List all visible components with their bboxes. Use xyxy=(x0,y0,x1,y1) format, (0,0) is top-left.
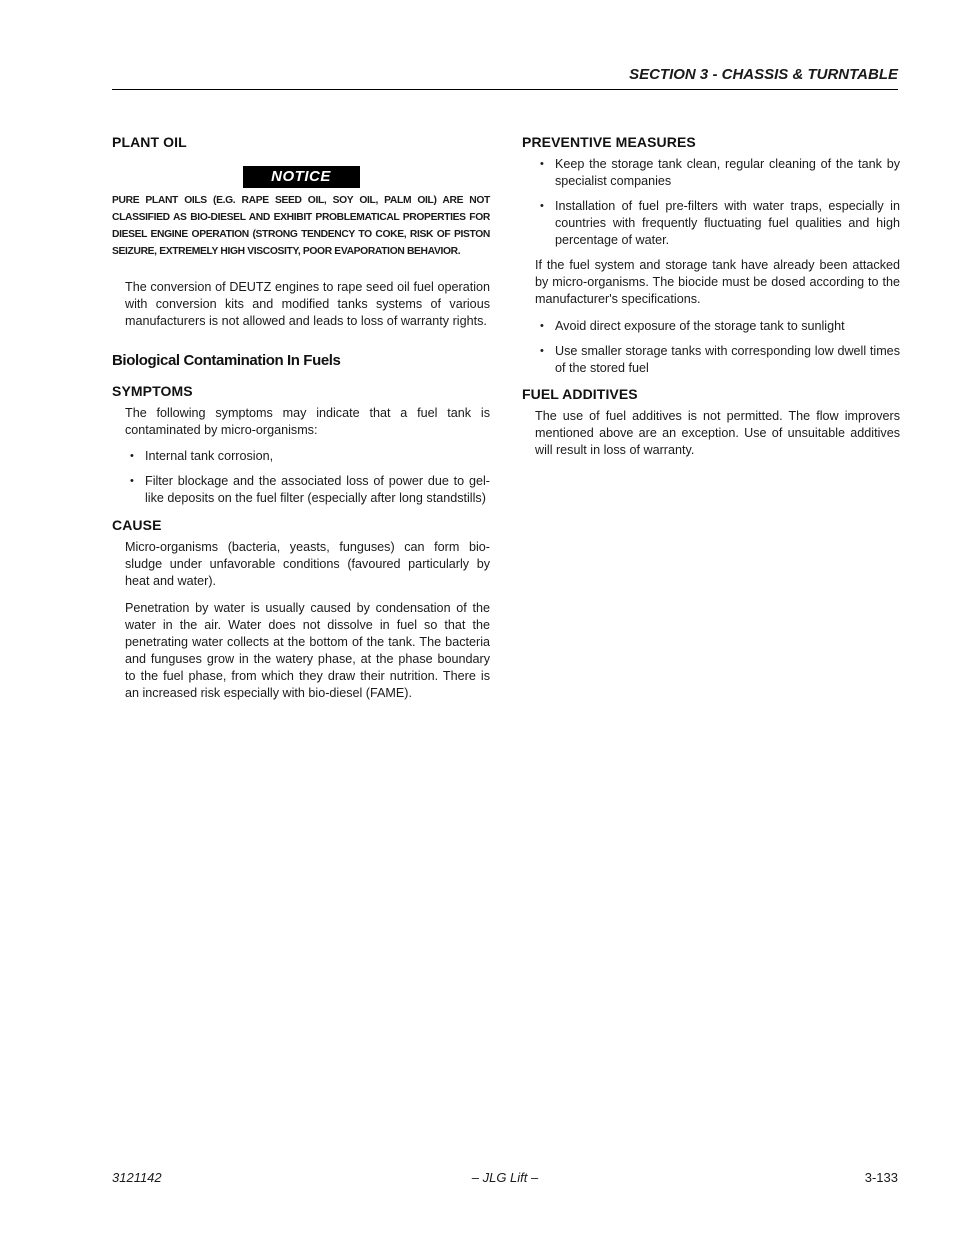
bullet-icon: • xyxy=(540,320,544,332)
fuel-additives-paragraph: The use of fuel additives is not permitted. The flow improvers mentioned above are an exception. Use of unsuitable additives will result in loss of warranty. xyxy=(535,409,900,457)
footer-brand: – JLG Lift – xyxy=(471,1170,539,1185)
document-number: 3121142 xyxy=(112,1170,162,1185)
list-item: • Keep the storage tank clean, regular cleaning of the tank by specialist companies xyxy=(540,157,900,188)
cause-paragraph-2: Penetration by water is usually caused by condensation of the water in the air. Water does not dissolve in fuel so that the penetrating water collects at the bottom of the tank. The bacteria and funguses grow in the watery phase, at the phase boundary to the fuel phase, from which they draw their nutrition. There is an increased risk especially with bio-diesel (FAME). xyxy=(125,601,490,700)
bullet-icon: • xyxy=(540,158,544,170)
page-footer xyxy=(112,1168,898,1188)
bullet-icon: • xyxy=(130,475,134,487)
preventive-heading: PREVENTIVE MEASURES xyxy=(522,134,696,150)
bullet-icon: • xyxy=(130,450,134,462)
symptoms-heading: SYMPTOMS xyxy=(112,383,193,399)
symptoms-list xyxy=(130,448,490,507)
plant-oil-heading: PLANT OIL xyxy=(112,134,187,150)
list-item: • Internal tank corrosion, xyxy=(130,449,274,463)
left-column xyxy=(112,134,490,702)
list-item: • Use smaller storage tanks with corresponding low dwell times of the stored fuel xyxy=(540,344,900,375)
fuel-additives-heading: FUEL ADDITIVES xyxy=(522,386,638,402)
cause-paragraph-1: Micro-organisms (bacteria, yeasts, funguses) can form bio-sludge under unfavorable conditions (favoured particularly by heat and water). xyxy=(125,540,490,588)
symptoms-paragraph: The following symptoms may indicate that a fuel tank is contaminated by micro-organisms: xyxy=(125,406,490,437)
list-item: • Installation of fuel pre-filters with water traps, especially in countries with frequently fluctuating fuel qualities and high percentage of water. xyxy=(540,199,900,247)
page-number: 3-133 xyxy=(864,1170,898,1185)
bullet-icon: • xyxy=(540,200,544,212)
preventive-paragraph: If the fuel system and storage tank have already been attacked by micro-organisms. The biocide must be dosed according to the manufacturer's specifications. xyxy=(535,258,900,306)
notice-text: PURE PLANT OILS (E.G. RAPE SEED OIL, SOY OIL, PALM OIL) ARE NOT CLASSIFIED AS BIO-DIESEL AND EXHIBIT PROBLEMATICAL PROPERTIES FOR DIESEL ENGINE OPERATION (STRONG TENDENCY TO COKE, RISK OF PISTON SEIZURE, EXTREMELY HIGH VISCOSITY, POOR EVAPORATION BEHAVIOR. xyxy=(112,195,490,257)
list-item: • Filter blockage and the associated loss of power due to gel-like deposits on the fuel filter (especially after long standstills) xyxy=(130,474,490,505)
plant-oil-paragraph: The conversion of DEUTZ engines to rape seed oil fuel operation with conversion kits and modified tanks systems of various manufacturers is not allowed and leads to loss of warranty rights. xyxy=(125,280,490,328)
notice-badge-wrap xyxy=(112,166,490,188)
cause-heading: CAUSE xyxy=(112,517,162,533)
section-title: SECTION 3 - CHASSIS & TURNTABLE xyxy=(629,66,898,83)
notice-badge: NOTICE xyxy=(243,166,360,188)
list-item: • Avoid direct exposure of the storage tank to sunlight xyxy=(540,319,845,333)
preventive-list-2 xyxy=(540,318,900,377)
bullet-icon: • xyxy=(540,345,544,357)
bio-contamination-heading: Biological Contamination In Fuels xyxy=(112,352,341,369)
preventive-list-1 xyxy=(540,156,900,249)
right-column xyxy=(522,134,900,459)
page-header xyxy=(112,64,898,90)
